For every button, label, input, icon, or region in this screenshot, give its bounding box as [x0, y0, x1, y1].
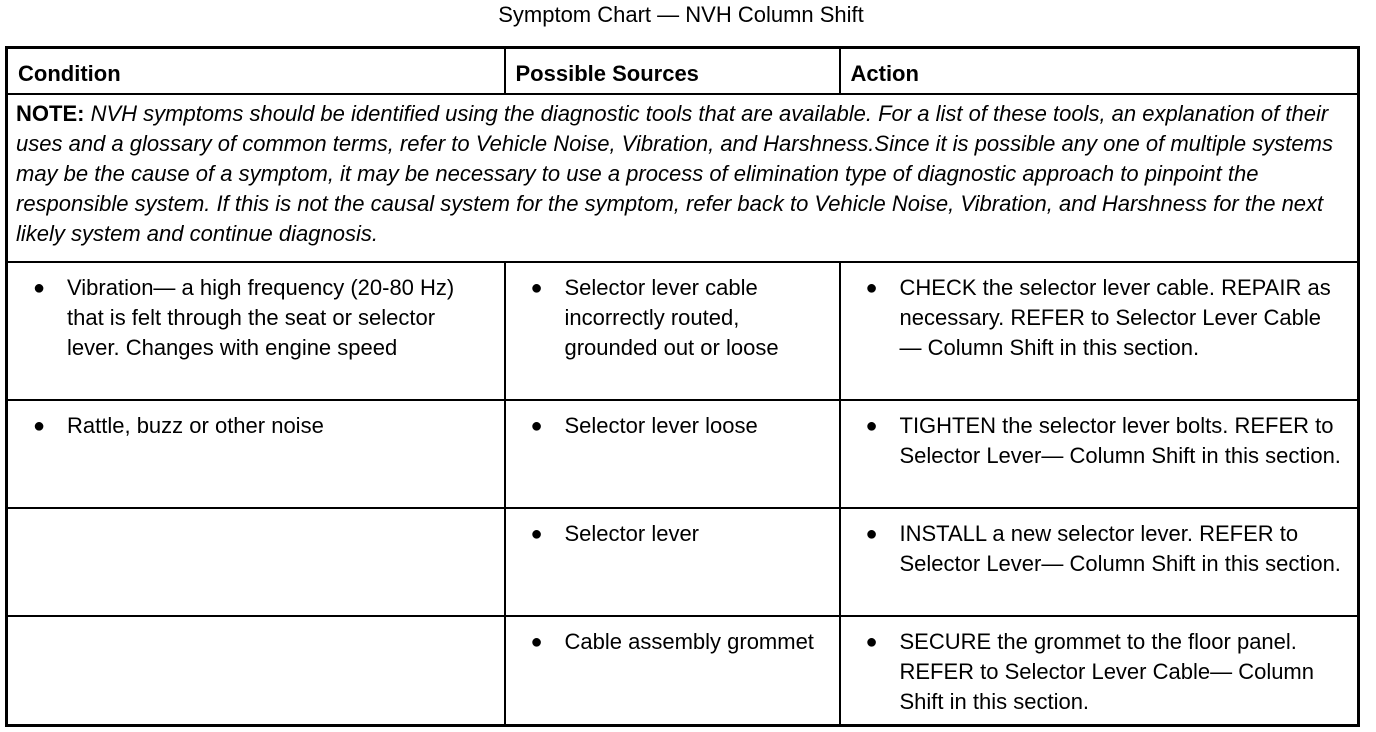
action-item: [866, 627, 1348, 717]
source-cell: [505, 508, 840, 616]
bullet-icon: ●: [865, 522, 878, 545]
bullet-icon: ●: [530, 630, 543, 653]
note-label: NOTE:: [16, 100, 85, 126]
bullet-icon: ●: [865, 630, 878, 653]
action-text: CHECK the selector lever cable. REPAIR as necessary. REFER to Selector Lever Cable— Column Shift in this section.: [899, 274, 1331, 360]
action-cell: [840, 400, 1359, 508]
table-row: [7, 400, 1359, 508]
header-possible-sources: Possible Sources: [505, 48, 840, 94]
bullet-icon: ●: [33, 414, 46, 437]
source-item: [531, 519, 829, 549]
condition-cell: [7, 262, 505, 400]
action-item: [866, 273, 1348, 363]
condition-cell: [7, 400, 505, 508]
table-row: [7, 262, 1359, 400]
bullet-icon: ●: [865, 414, 878, 437]
source-cell: [505, 616, 840, 726]
source-item: [531, 411, 829, 441]
bullet-icon: ●: [865, 276, 878, 299]
action-text: TIGHTEN the selector lever bolts. REFER to Selector Lever— Column Shift in this section.: [899, 412, 1341, 468]
action-text: INSTALL a new selector lever. REFER to Selector Lever— Column Shift in this section.: [899, 520, 1341, 576]
note-row: [7, 94, 1359, 262]
table-row: [7, 616, 1359, 726]
source-item: [531, 273, 829, 363]
source-text: Selector lever cable incorrectly routed, grounded out or loose: [564, 274, 779, 360]
header-row: [7, 48, 1359, 94]
condition-cell-empty: [7, 508, 505, 616]
condition-item: [33, 411, 494, 441]
page-title: Symptom Chart — NVH Column Shift: [498, 2, 864, 27]
header-condition: Condition: [7, 48, 505, 94]
note-text: NVH symptoms should be identified using the diagnostic tools that are available. For a list of these tools, an explanation of their uses and a glossary of common terms, refer to Vehicle Noise, Vibration, and Harshness.Since it is possible any one of multiple systems may be the cause of a symptom, it may be necessary to use a process of elimination type of diagnostic approach to pinpoint the responsible system. If this is not the causal system for the symptom, refer back to Vehicle Noise, Vibration, and Harshness for the next likely system and continue diagnosis.: [16, 100, 1333, 246]
source-text: Selector lever loose: [564, 412, 758, 438]
bullet-icon: ●: [530, 522, 543, 545]
table-row: [7, 508, 1359, 616]
source-text: Selector lever: [564, 520, 700, 546]
source-cell: [505, 400, 840, 508]
bullet-icon: ●: [530, 414, 543, 437]
condition-item: [33, 273, 494, 363]
condition-text: Rattle, buzz or other noise: [67, 412, 324, 438]
action-cell: [840, 262, 1359, 400]
bullet-icon: ●: [33, 276, 46, 299]
action-text: SECURE the grommet to the floor panel. REFER to Selector Lever Cable— Column Shift in this section.: [899, 628, 1314, 714]
note-cell: [7, 94, 1359, 262]
symptom-chart-table: [5, 46, 1360, 727]
source-text: Cable assembly grommet: [564, 628, 814, 654]
bullet-icon: ●: [530, 276, 543, 299]
action-item: [866, 519, 1348, 579]
action-cell: [840, 508, 1359, 616]
action-cell: [840, 616, 1359, 726]
source-item: [531, 627, 829, 657]
condition-text: Vibration— a high frequency (20-80 Hz) that is felt through the seat or selector lever. Changes with engine speed: [67, 274, 455, 360]
source-cell: [505, 262, 840, 400]
header-action: Action: [840, 48, 1359, 94]
action-item: [866, 411, 1348, 471]
condition-cell-empty: [7, 616, 505, 726]
